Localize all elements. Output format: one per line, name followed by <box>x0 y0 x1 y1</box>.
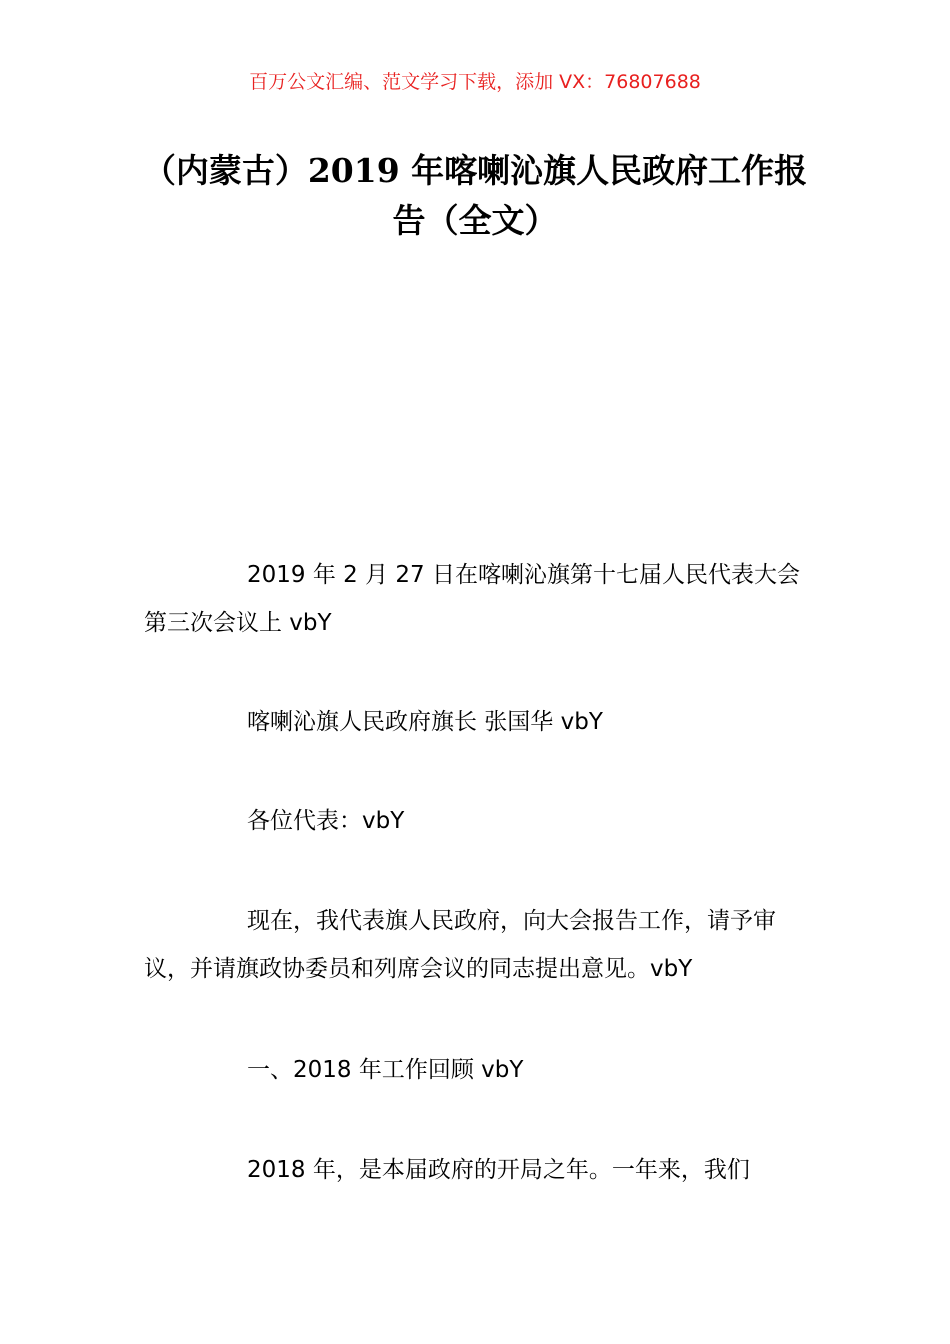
section-heading: 一、2018 年工作回顾 vbY <box>247 1057 524 1083</box>
header-note: 百万公文汇编、范文学习下载，添加 VX：76807688 <box>249 71 701 93</box>
speaker-paragraph: 喀喇沁旗人民政府旗长 张国华 vbY <box>247 709 603 735</box>
document-title: （内蒙古）2019 年喀喇沁旗人民政府工作报告（全文） <box>142 151 808 240</box>
body-paragraph: 2018 年，是本届政府的开局之年。一年来，我们 <box>247 1157 750 1183</box>
meeting-paragraph: 2019 年 2 月 27 日在喀喇沁旗第十七届人民代表大会第三次会议上 vbY <box>144 562 800 636</box>
intro-paragraph: 现在，我代表旗人民政府，向大会报告工作，请予审议，并请旗政协委员和列席会议的同志提出意见。vbY <box>144 908 776 982</box>
salutation-paragraph: 各位代表：vbY <box>247 808 405 834</box>
